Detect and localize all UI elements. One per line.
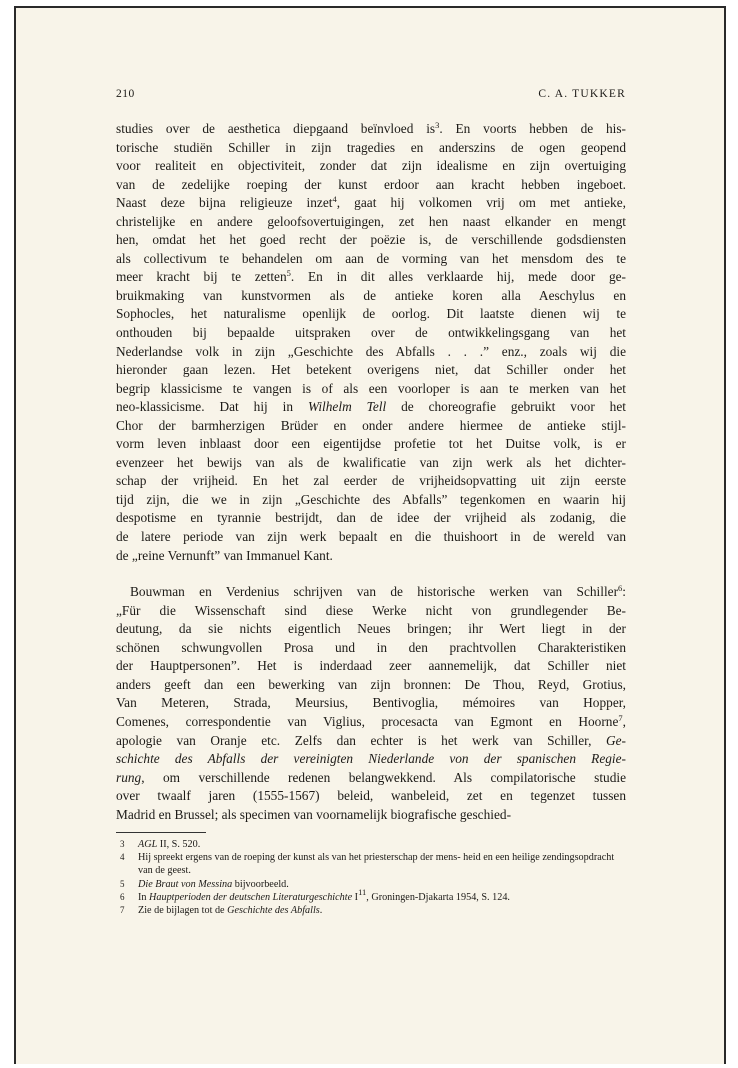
text-line: anders geeft dan een bewerking van zijn bronnen: De Thou, Reyd, Grotius, [116, 676, 626, 692]
text-line: schönen schwungvollen Prosa und in den prachtvollen Charakteristiken [116, 639, 626, 655]
text-line: Bouwman en Verdenius schrijven van de historische werken van Schiller$^6$: [130, 583, 626, 600]
footnote-rule [116, 832, 206, 833]
text-line: christelijke en andere geloofsovertuigingen, zet hen naast elkander en mengt [116, 213, 626, 229]
footnote-text: AGL II, S. 520. [138, 839, 201, 850]
text-line: schichte des Abfalls der vereinigten Niederlande von der spanischen Regie- [116, 751, 626, 767]
text-line: der Hauptpersonen”. Het is inderdaad zeer aannemelijk, dat Schiller niet [116, 658, 626, 674]
text-line: neo-klassicisme. Dat hij in Wilhelm Tell de choreografie gebruikt voor het [116, 399, 626, 415]
text-line: schap der vrijheid. En het zal eerder de vrijheidsopvatting uit zijn eerste [116, 473, 626, 489]
footnote-number: 4 [120, 852, 125, 863]
text-line: als collectivum te behandelen om aan de vorming van het mensdom des te [116, 250, 626, 266]
text-line: de latere periode van zijn werk bepaalt en die thuishoort in de wereld van [116, 529, 626, 545]
text-line: voor realiteit en objectiviteit, zonder dat zijn idealisme en zijn overtuiging [116, 158, 626, 174]
text-line: Naast deze bijna religieuze inzet$^4$, gaat hij volkomen vrij om met antieke, [116, 194, 626, 211]
text-line: bruikmaking van kunstvormen als de antieke koren alla Aeschylus en [116, 287, 626, 303]
footnote-number: 3 [120, 839, 125, 849]
paragraph-1 [116, 120, 626, 565]
text-line: rung, om verschillende redenen belangwekkend. Als compilatorische studie [116, 769, 626, 785]
footnote-number: 6 [120, 891, 125, 902]
footnote-4 [116, 851, 626, 877]
text-line: apologie van Oranje etc. Zelfs dan echter is het werk van Schiller, Ge- [116, 732, 626, 748]
text-line: „Für die Wissenschaft sind diese Werke nicht von grundlegender Be- [116, 602, 626, 618]
footnotes [116, 838, 626, 917]
footnote-text: Zie de bijlagen tot de Geschichte des Abfalls. [138, 905, 323, 917]
text-line: hieronder gaan lezen. Het betekent overigens niet, dat Schiller onder het [116, 362, 626, 378]
text-line: Madrid en Brussel; als specimen van voornamelijk biografische geschied- [116, 806, 512, 822]
text-line: onthouden bij bepaalde uitspraken over de ontwikkelingsgang van het [116, 325, 626, 341]
footnote-text: In Hauptperioden der deutschen Literaturgeschichte $I^{11}$, Groningen-Djakarta 1954, S. 124. [138, 886, 510, 903]
running-title: C. A. TUKKER [538, 88, 626, 100]
text-line: torische studiën Schiller in zijn tragedies en anderszins de ogen geopend [116, 139, 626, 155]
text-line: hen, omdat het het goed recht der poëzie is, de verschillende godsdiensten [116, 232, 626, 248]
text-line: over twaalf jaren (1555-1567) beleid, wanbeleid, zet en tegenzet tussen [116, 788, 626, 804]
text-line: tijd zijn, die we in zijn „Geschichte des Abfalls” tegenkomen en waarin hij [116, 491, 626, 507]
text-line: Nederlandse volk in zijn „Geschichte des Abfalls . . .” enz., zoals wij die [116, 343, 626, 359]
text-line: Chor der barmherzigen Brüder en onder andere hiermee de antieke stijl- [116, 417, 626, 433]
text-line: studies over de aesthetica diepgaand beïnvloed $is^3$. En voorts hebben de his- [116, 120, 627, 136]
footnote-6 [116, 886, 626, 904]
footnote-3 [116, 838, 626, 851]
text-line: meer kracht bij te zetten$^5$. En in dit alles verklaarde hij, mede door ge- [116, 268, 626, 285]
footnote-number: 7 [120, 905, 125, 916]
text-line: begrip klassicisme te vangen is of als een voorloper is aan te merken van het [116, 380, 626, 396]
text-line: vorm leven inblaast door een eigentijdse profetie tot het Duitse volk, is er [116, 436, 626, 452]
text-line: Sophocles, het naturalisme openlijk de oorlog. Dit laatste dienen wij te [116, 306, 626, 322]
text-line: de „reine Vernunft” van Immanuel Kant. [116, 547, 333, 563]
footnote-text: Hij spreekt ergens van de roeping der kunst als van het priesterschap der mens- heid en een heilige zendingsopdracht van de geest. [138, 852, 615, 877]
paragraph-2 [116, 583, 626, 824]
text-line: evenzeer het bewijs van als de kwalificatie van zijn werk als het dichter- [116, 454, 626, 470]
body-text [116, 120, 626, 824]
page-number: 210 [116, 88, 135, 100]
text-line: Van Meteren, Strada, Meursius, Bentivoglia, mémoires van Hopper, [116, 695, 626, 711]
text-line: van de zedelijke roeping der kunst erdoor aan kracht hebben ingeboet. [116, 176, 626, 192]
text-line: despotisme en tyrannie bestrijdt, dan de idee der vrijheid als zodanig, die [116, 510, 626, 526]
text-line: Comenes, correspondentie van Viglius, procesacta van Egmont en Hoorne$^7$, [116, 712, 626, 729]
footnote-7 [116, 904, 626, 917]
footnote-5 [116, 878, 626, 891]
footnote-number: 5 [120, 878, 125, 889]
footnote-text: Die Braut von Messina bijvoorbeeld. [138, 878, 289, 890]
text-line: deutung, da sie nichts eigentlich Neues bringen; ihr Wert liegt in der [116, 621, 626, 637]
